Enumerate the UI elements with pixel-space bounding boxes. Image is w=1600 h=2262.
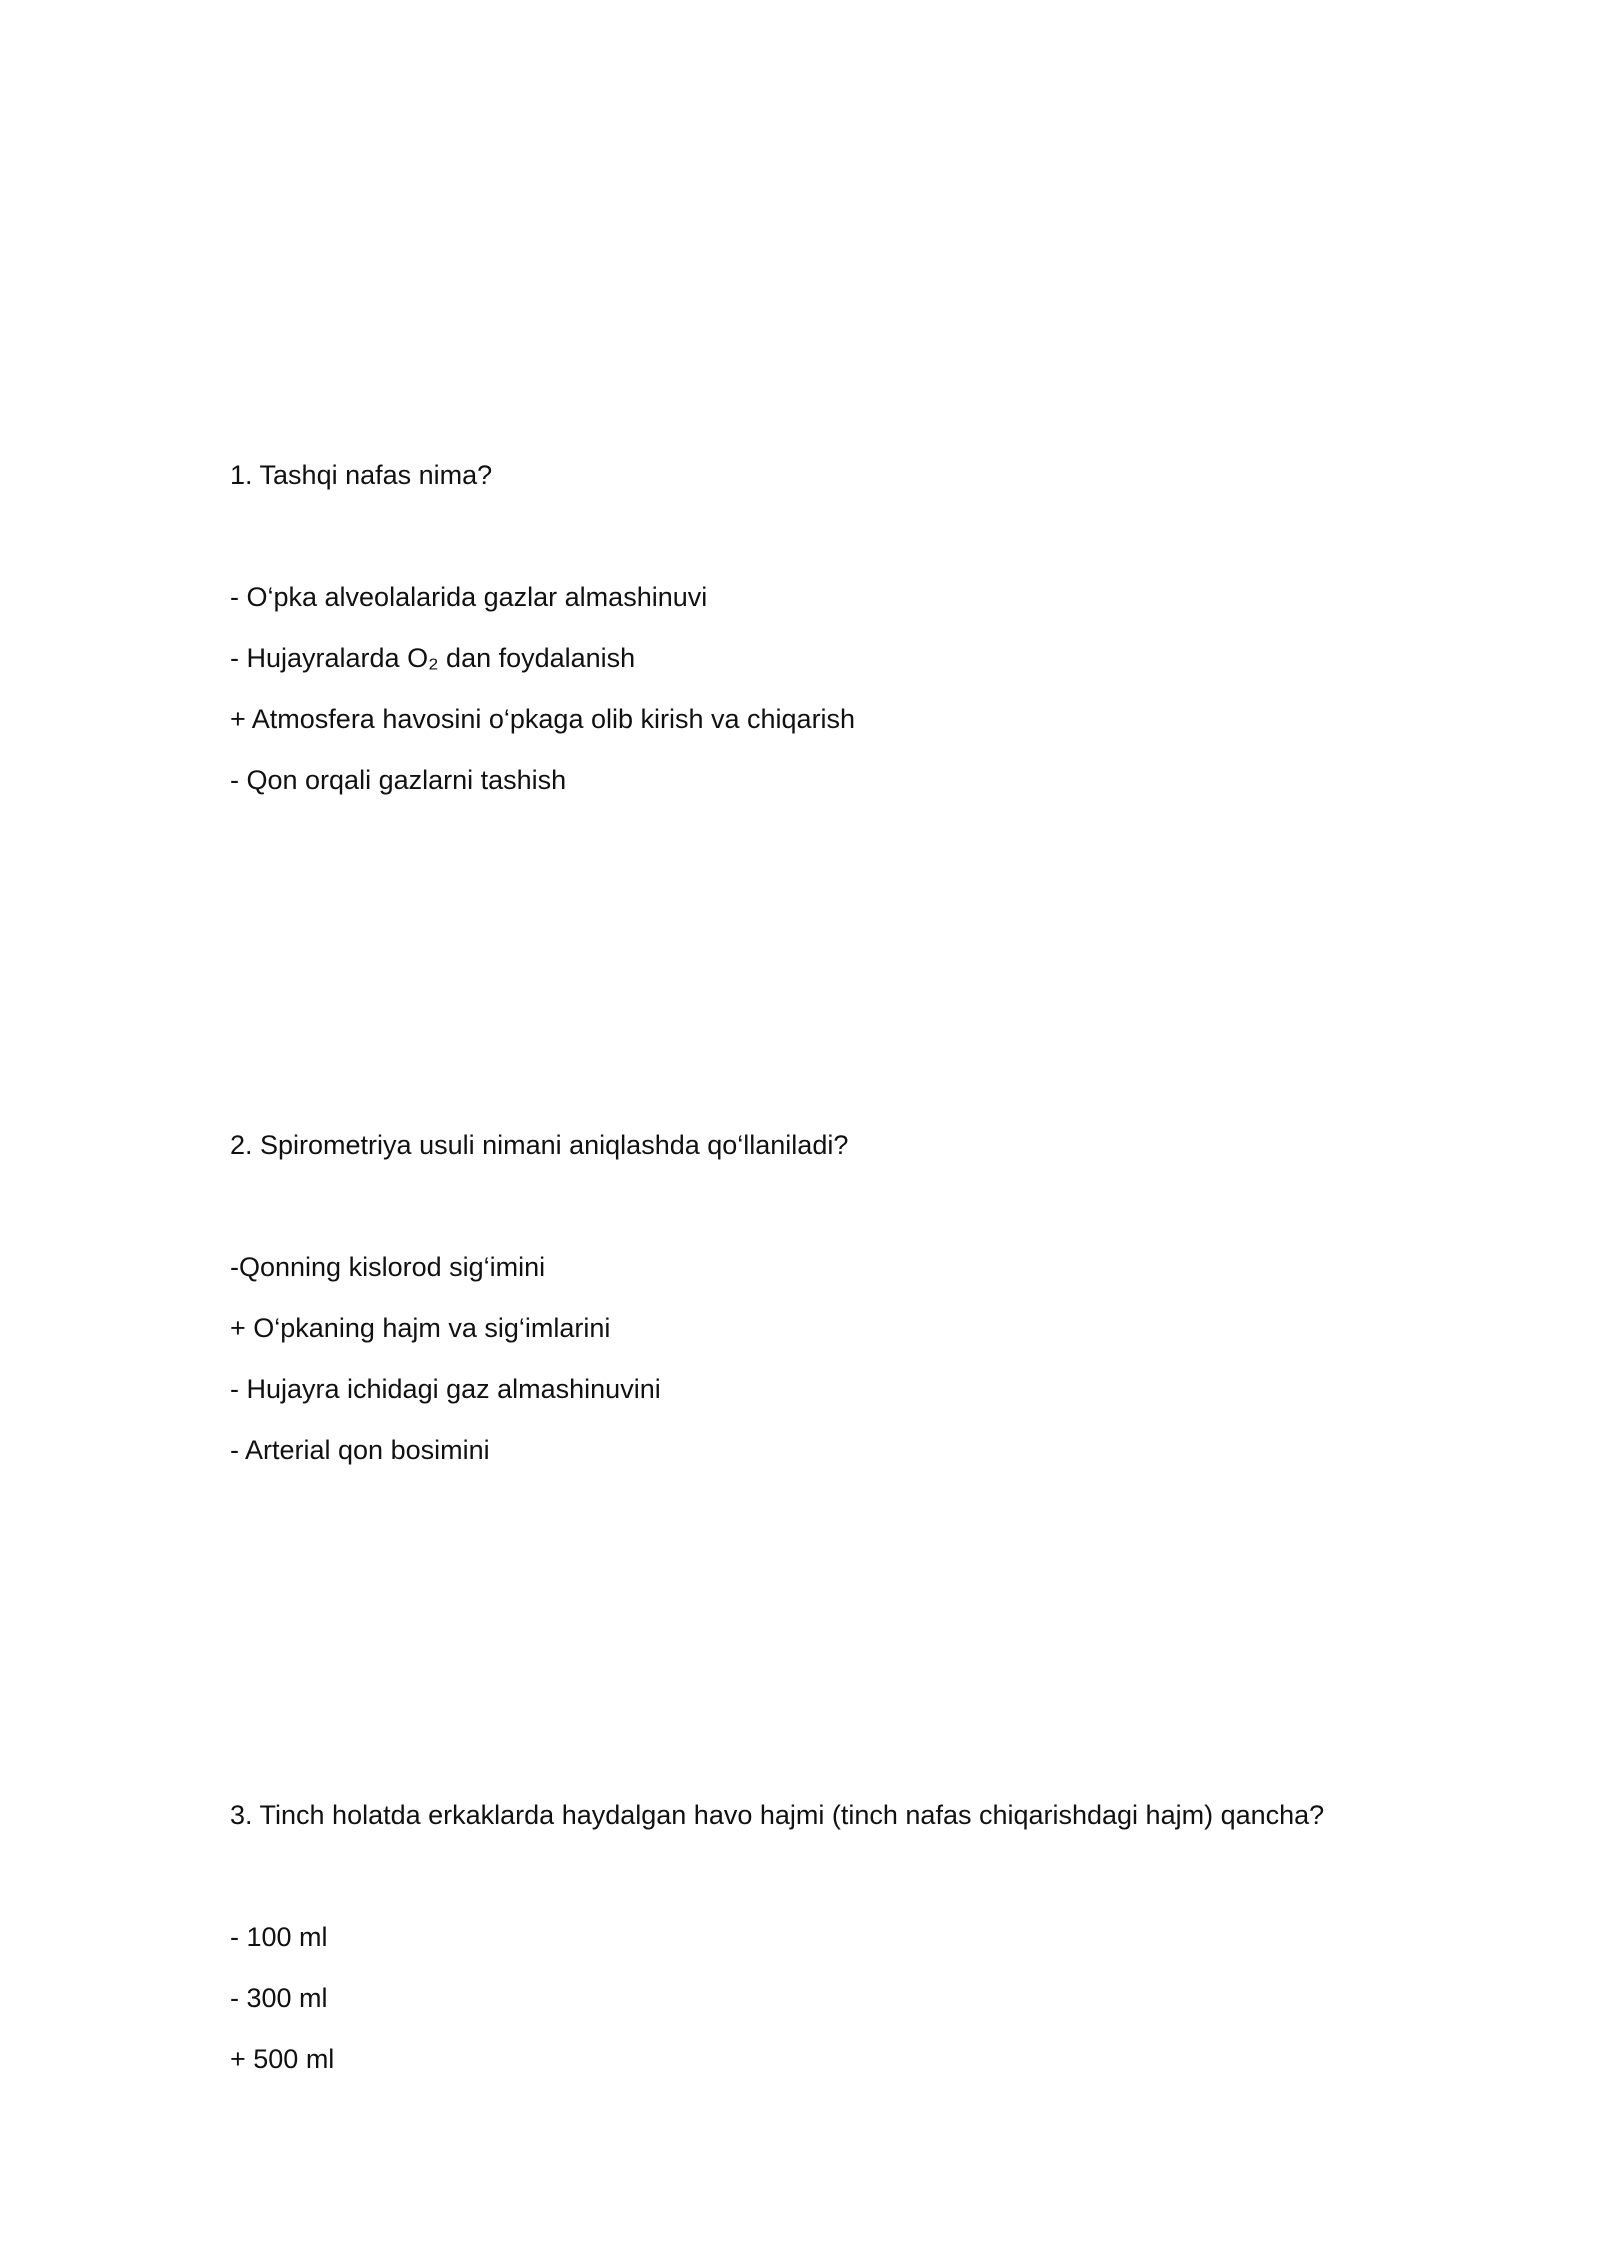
question-2-option-2: + O‘pkaning hajm va sig‘imlarini: [230, 1313, 611, 1343]
question-1-option-1: - O‘pka alveolalarida gazlar almashinuvi: [230, 582, 708, 612]
question-1-option-4: - Qon orqali gazlarni tashish: [230, 765, 567, 795]
question-2-option-1: -Qonning kislorod sig‘imini: [230, 1252, 546, 1282]
question-3-option-2: - 300 ml: [230, 1983, 328, 2013]
question-1-option-3: + Atmosfera havosini o‘pkaga olib kirish va chiqarish: [230, 704, 856, 734]
question-1: 1. Tashqi nafas nima?: [230, 460, 493, 490]
question-1-option-2: - Hujayralarda O₂ dan foydalanish: [230, 643, 636, 673]
question-3: 3. Tinch holatda erkaklarda haydalgan havo hajmi (tinch nafas chiqarishdagi hajm) qancha?: [230, 1800, 1325, 1830]
question-2: 2. Spirometriya usuli nimani aniqlashda qo‘llaniladi?: [230, 1130, 849, 1160]
question-2-option-4: - Arterial qon bosimini: [230, 1435, 490, 1465]
question-3-option-1: - 100 ml: [230, 1922, 328, 1952]
question-3-option-3: + 500 ml: [230, 2044, 335, 2074]
question-2-option-3: - Hujayra ichidagi gaz almashinuvini: [230, 1374, 661, 1404]
